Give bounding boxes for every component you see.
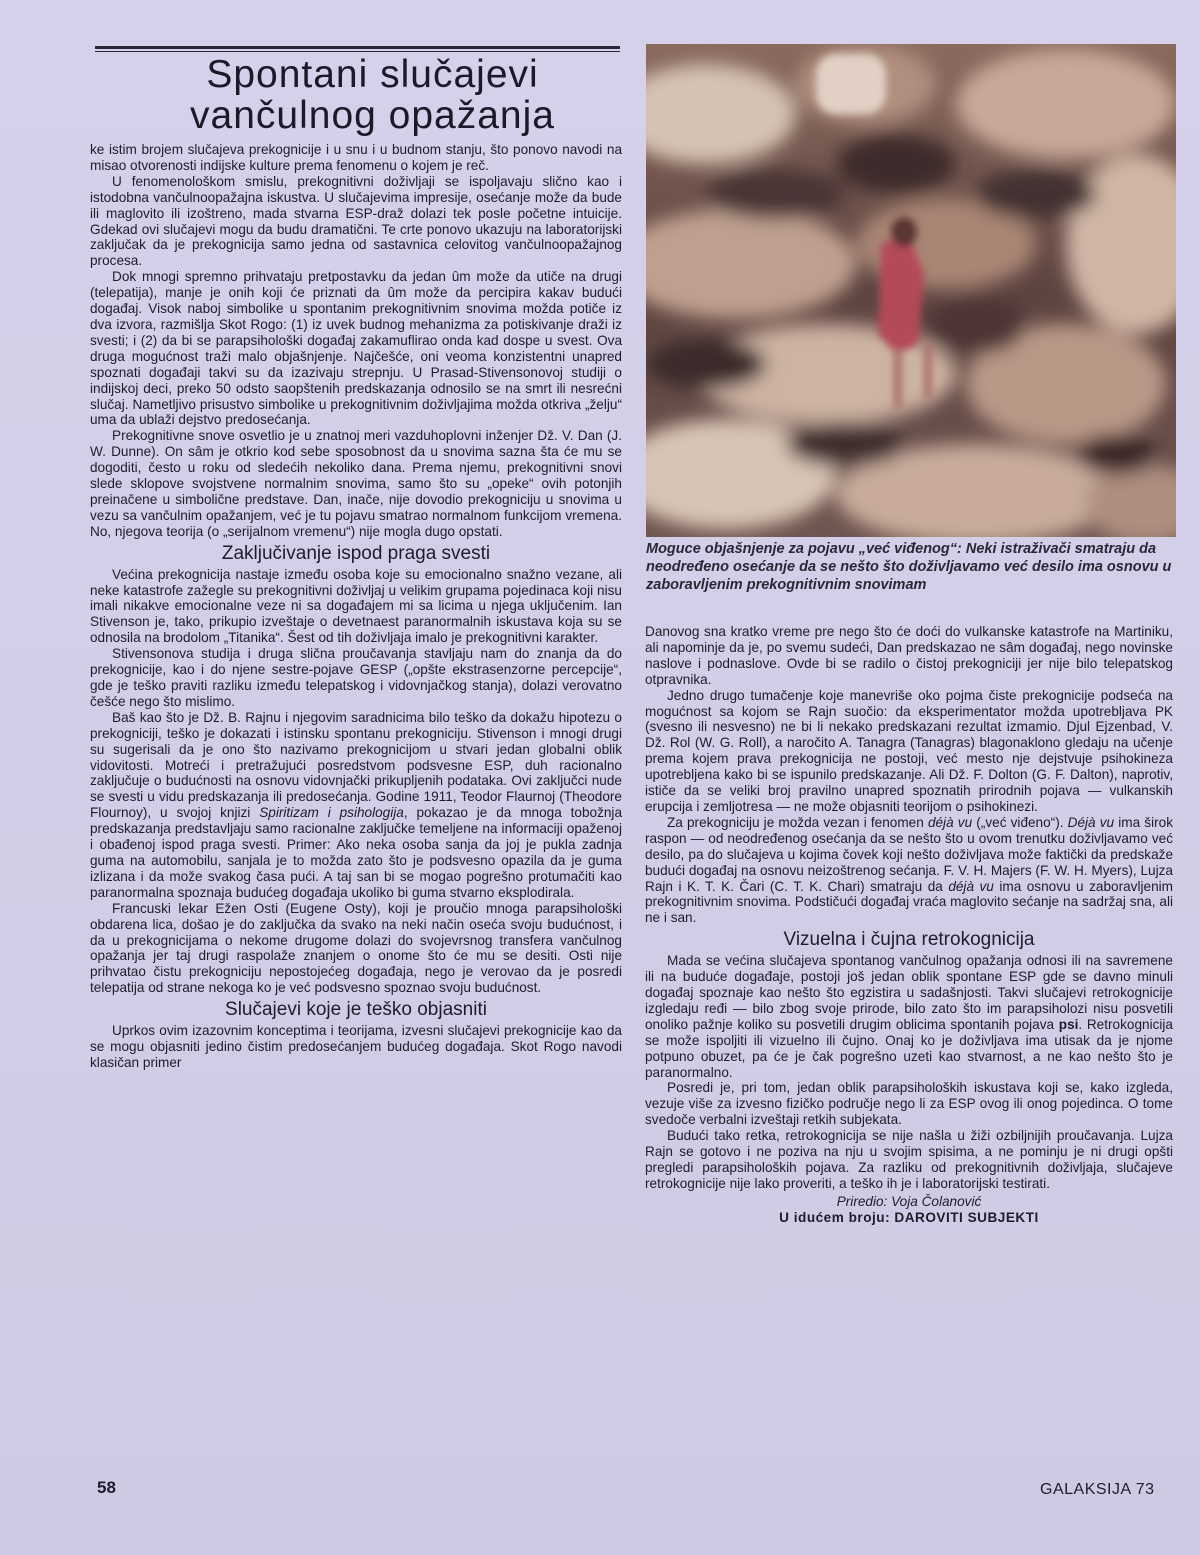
text-span: ima osnovu u zaboravljenim prekognitivnim snovima. Podstičući događaj vraća maglovito sećanje na sadržaj sna, ali ne i san. bbox=[645, 878, 1173, 926]
paragraph: Budući tako retka, retrokognicija se nije našla u žiži ozbiljnijih proučavanja. Lujza Rajn se gotovo i ne poziva na nju u svojim spisima, a ne pominju je ni drugi opšti pregledi parapsiholoških pojava. Za razliku od prekognitivnih doživljaja, slučajeve retrokognicije nije lako proveriti, a teško ih je i laboratorijski testirati. bbox=[645, 1128, 1173, 1191]
title-rule-thin bbox=[95, 51, 620, 52]
paragraph: Većina prekognicija nastaje između osoba koje su emocionalno snažno vezane, ali neke katastrofe zažegle su prekognitivni doživljaj u velikim grupama pojedinaca koji nisu imali nikakve emocionalne veze ni sa događajem mi sa licima u njega uključenim. Ian Stivenson je, tako, prikupio izveštaje o devetnaest paranormalnih iskustava koja su se odnosila na brodolom „Titanika“. Šest od tih doživljaja imalo je prekognitivni karakter. bbox=[90, 566, 622, 646]
foreign-term: déjà vu bbox=[927, 814, 973, 830]
text-span: („već viđeno“). bbox=[972, 814, 1068, 830]
section-heading: Vizuelna i čujna retrokognicija bbox=[783, 929, 1035, 951]
text-span: , pokazao je da mnoga tobožnja predskazanja predstavljaju samo racionalne zaključke temeljene na informaciji opaženoj i obađenoj ispod praga svesti. Primer: Ako neka osoba sanja da joj je pukla zadnja guma na automobilu, sanjala je to možda zato što je podsvesno opazila da je guma izlizana i da može svakog časa pući. A taj san bi se mogao pogrešno protumačiti kao paranormalna spoznaja budućeg događaja ukoliko bi guma stvarno eksplodirala. bbox=[90, 805, 623, 900]
title-rule bbox=[95, 46, 620, 49]
section-heading: Zaključivanje ispod praga svesti bbox=[221, 542, 491, 564]
text-span: ima širok raspon — od neodređenog osećanja da se nešto što u ovom trenutku doživljavamo već desilo, pa do slučajeva u kojima čovek koji nešto doživljava može faktički da predskaže budući događaj na osnovu neizoštrenog sećanja. F. V. H. Majers (F. W. H. Myers), Lujza Rajn i K. T. K. Čari (C. T. K. Chari) smatraju da bbox=[645, 814, 1173, 894]
paragraph: Prekognitivne snove osvetlio je u znatnoj meri vazduhoplovni inženjer Dž. V. Dan (J. W. Dunne). On sâm je otkrio kod sebe sposobnost da u snovima sazna šta će mu se dogoditi, često u roku od sledećih nekoliko dana. Prema njemu, prekognitivni snovi slede sklopove svojstvene normalnim snovima, samo što su „opeke“ ovih potonjih preinačene u simbolične predstave. Dan, inače, nije dovodio prekogniciju u snovima u vezu sa vančulnim opažanjem, već je tu pojavu smatrao normalnom funkcijom vremena. No, njegova teorija (o „serijalnom vremenu“) nije mogla dugo opstati. bbox=[90, 428, 622, 539]
text-span: Baš kao što je Dž. B. Rajnu i njegovim saradnicima bilo teško da dokažu hipotezu o prekogniciji, teško je dokazati i istinsku spontanu prekogniciju. Stivenson i mnogi drugi su sugerisali da je ono što nazivamo prekognicijom u stvari jedan globalni oblik vidovitosti. Motreći i pretražujući posredstvom podsvesne ESP, duh racionalno zaključuje o budućnosti na osnovu vidovnjački prikupljenih podataka. Ovi zaključci nude se svesti u vidu predskazanja ili predosećanja. Godine 1911, Teodor Flaurnoj (Theodore Flournoy), u svojoj knjizi bbox=[90, 709, 622, 821]
paragraph bbox=[90, 710, 622, 901]
paragraph bbox=[645, 815, 1173, 926]
title-line-1: Spontani slučajevi bbox=[206, 53, 539, 96]
paragraph: Stivensonova studija i druga slična proučavanja stavljaju nam do znanja da do prekognicije, kao i do njene sestre-pojave GESP („opšte ekstrasenzorne percepcije“, gde je teško praviti razliku između telepatskog i vidovnjačkog stanja), dolazi verovatno češće nego što mislimo. bbox=[90, 646, 622, 709]
article-photo bbox=[646, 44, 1176, 537]
paragraph: Posredi je, pri tom, jedan oblik parapsiholoških iskustava koji se, kako izgleda, vezuje više za izvesno fizičko područje nego li za ESP ovog ili onog pojedinca. O tome svedoče verbalni izveštaji retkih subjekata. bbox=[645, 1080, 1173, 1128]
author-credit: Priredio: Voja Čolanović bbox=[836, 1193, 982, 1209]
paragraph: Danovog sna kratko vreme pre nego što će doći do vulkanske katastrofe na Martiniku, ali napominje da je, po svemu sudeći, Dan predskazao ne sâm događaj, nego novinske naslove i podnaslove. Ovde bi se radilo o čistoj prekogniciji jer nije bilo telepatskog otpravnika. bbox=[645, 624, 1173, 687]
left-column bbox=[90, 142, 622, 1071]
magazine-footer: GALAKSIJA 73 bbox=[1040, 1481, 1155, 1498]
title-line-2: vančulnog opažanja bbox=[190, 94, 555, 137]
paragraph: Francuski lekar Ežen Osti (Eugene Osty), koji je proučio mnoga parapsihološki obdarena lica, došao je do zaključka da svako na neki način oseća svoju budućnost, i da u prekognicijama o nekome drugome dolazi do svojevrsnog transfera vančulnog opažanja jer taj drugi raspolaže znanjem o onome što će mu se desiti. Osti nije prihvatao čistu prekogniciju nepostojećeg događaja, nego je verovao da je posredi telepatija od strane nekoga ko je već podsvesno spoznao svoju budućnost. bbox=[90, 900, 622, 996]
paragraph: U fenomenološkom smislu, prekognitivni doživljaji se ispoljavaju slično kao i istodobna vančulnoopažajna iskustva. U slučajevima impresije, osećanje može da bude ili maglovito ili izoštreno, mada stvarna ESP-draž dolazi tek posle početne intuicije. Gdekad ovi slučajevi mogu da budu dramatični. Te crte ponovo ukazuju na laboratorijski zaključak da je prekognicija samo jedna od sastavnica celovitog vančulnoopažajnog procesa. bbox=[90, 173, 622, 269]
foreign-term: Déjà vu bbox=[1067, 814, 1115, 830]
next-issue-teaser: U idućem broju: DAROVITI SUBJEKTI bbox=[779, 1209, 1039, 1225]
paragraph: Dok mnogi spremno prihvataju pretpostavku da jedan ûm može da utiče na drugi (telepatija), manje je onih koji će priznati da ûm može da percipira kakav budući događaj. Visok naboj simbolike u spontanim prekognitivnim snovima možda potiče iz dva izvora, razmišlja Skot Rogo: (1) iz uvek budnog mehanizma za potiskivanje draži iz svesti; i (2) da bi se parapsihološki događaj zakamuflirao onda kad dospe u svest. Ova druga mogućnost traži malo objašnjenje. Najčešće, oni veoma konzistentni unapred spoznati događaji takvi su da izazivaju strepnju. U Prasad-Stivensonovoj studiji o indijskoj deci, preko 50 odsto saopštenih predskazanja odnosilo se na smrt ili nesrećni slučaj. Nametljivo prisustvo simbolike u prekognitivnim doživljajima možda otkriva „želju“ uma da ublaži dejstvo predosećanja. bbox=[90, 269, 622, 428]
blurred-crowd-photo bbox=[646, 44, 1176, 537]
psi-term: psi bbox=[1058, 1016, 1079, 1032]
paragraph bbox=[645, 953, 1173, 1080]
right-column bbox=[645, 624, 1173, 1226]
paragraph: ke istim brojem slučajeva prekognicije i u snu i u budnom stanju, što ponovo navodi na misao otvorenosti indijske kulture prema fenomenu o kojem je reč. bbox=[90, 142, 622, 173]
section-heading: Slučajevi koje je teško objasniti bbox=[225, 999, 487, 1021]
article-title bbox=[120, 54, 625, 136]
paragraph: Jedno drugo tumačenje koje manevriše oko pojma čiste prekognicije podseća na mogućnost sa kojom se Rajn suočio: da eksperimentator možda upotrebljava PK (svesno ili nesvesno) ne bi li nekako predskazani rezultat izmamio. Djul Ejzenbad, V. Dž. Rol (W. G. Roll), a naročito A. Tanagra (Tanagras) blagonaklono gledaju na učenje prema kojem prava prekognicija ne postoji, već mesto nje dejstvuje psihokineza upotrebljena kako bi se ispunilo predskazanje. Ali Dž. F. Dolton (G. F. Dalton), naprotiv, ističe da se veliki broj pravilno unapred spoznatih prirodnih pojava — vulkanskih erupcija i zemljotresa — ne može objasniti teorijom o psihokinezi. bbox=[645, 687, 1173, 814]
text-span: Mada se većina slučajeva spontanog vančulnog opažanja odnosi ili na savremene ili na buduće događaje, postoji još jedan oblik spontane ESP gde se davno minuli događaj spoznaje kao nešto što egzistira u sadašnjosti. Takvi slučajevi retrokognicije izgledaju ređi — bilo zbog svoje prirode, bilo zato što im parapsiholozi nisu posvetili onoliko pažnje koliko su posvetili drugim oblicima spontanih pojava bbox=[645, 953, 1173, 1032]
paragraph: Uprkos ovim izazovnim konceptima i teorijama, izvesni slučajevi prekognicije kao da se mogu objasniti jedino čistim predosećanjem budućeg događaja. Skot Rogo navodi klasičan primer bbox=[90, 1023, 622, 1070]
photo-caption: Moguce objašnjenje za pojavu „već viđenog“: Neki istraživači smatraju da neodređeno osećanje da se nešto što doživljavamo već desilo ima osnovu u zaboravljenim prekognitivnim snovimam bbox=[646, 541, 1172, 593]
foreign-term: déjà vu bbox=[948, 878, 994, 894]
text-span: Za prekogniciju je možda vezan i fenomen bbox=[667, 814, 928, 830]
text-span: . Retrokognicija se može ispoljiti ili vizuelno ili čujno. Onaj ko je doživljava ima utisak da je njome potpuno obuzet, pa će je čak pogrešno uzeti kao stvarnost, a ne kao nešto što je paranormalno. bbox=[645, 1016, 1173, 1080]
page-number: 58 bbox=[97, 1478, 116, 1497]
book-title: Spiritizam i psihologija bbox=[259, 805, 404, 821]
